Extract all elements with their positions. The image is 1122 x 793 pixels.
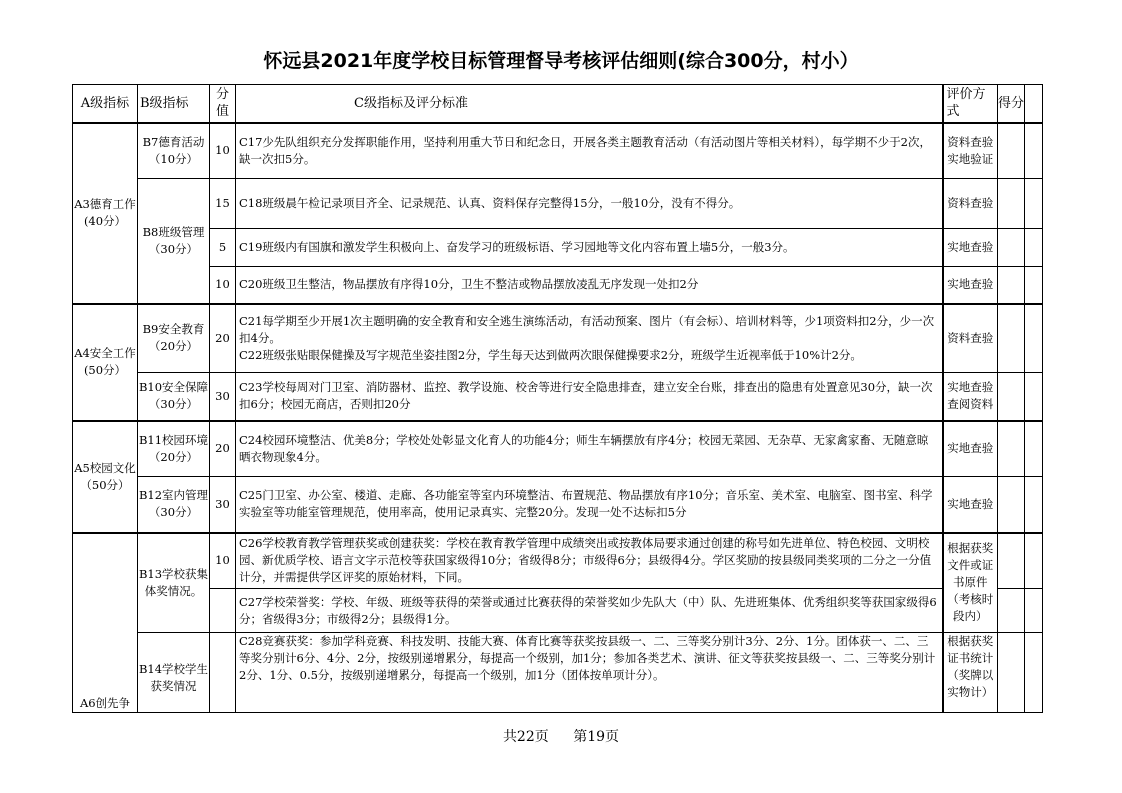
table-row — [73, 304, 1043, 373]
score-cell: 30 — [210, 373, 236, 421]
a-level-cell: A5校园文化（50分） — [73, 421, 138, 533]
b-level-cell: B13学校获集体奖情况。 — [138, 533, 210, 633]
header-b-level: B级指标 — [138, 85, 210, 123]
table-row — [73, 533, 1043, 589]
table-row — [73, 589, 1043, 633]
method-cell: 资料查验 — [943, 304, 998, 373]
score-blank — [998, 304, 1025, 373]
header-c-level: C级指标及评分标准 — [236, 85, 943, 123]
c-level-cell: C25门卫室、办公室、楼道、走廊、各功能室等室内环境整洁、布置规范、物品摆放有序10分；音乐室、美术室、电脑室、图书室、科学实验室等功能室管理规范，使用率高，使用记录真实、完整20分。发现一处不达标扣5分 — [236, 477, 943, 533]
b-level-cell: B10安全保障（30分） — [138, 373, 210, 421]
table-viewport — [72, 84, 1043, 710]
page-footer — [0, 726, 1122, 746]
score-blank — [998, 373, 1025, 421]
method-cell: 实地查验查阅资料 — [943, 373, 998, 421]
header-row — [73, 85, 1043, 123]
a-level-cell: A4安全工作(50分） — [73, 304, 138, 421]
score-cell: 10 — [210, 533, 236, 589]
b-level-cell: B7德育活动（10分） — [138, 123, 210, 179]
score-blank — [998, 267, 1025, 304]
header-spacer — [1025, 85, 1043, 123]
total-pages: 共22页 — [502, 729, 549, 745]
score-cell: 10 — [210, 123, 236, 179]
score-blank — [998, 229, 1025, 267]
c-level-cell: C26学校教育教学管理获奖或创建获奖：学校在教育教学管理中成绩突出或按教体局要求通过创建的称号如先进单位、特色校园、文明校园、新优质学校、语言文字示范校等获国家级得10分；省级得8分；市级得6分；县级得4分。学区奖励的按县级同类奖项的二分之一分值计分，并需提供学区评奖的原始材料，下同。 — [236, 533, 943, 589]
c-level-cell: C27学校荣誉奖：学校、年级、班级等获得的荣誉或通过比赛获得的荣誉奖如少先队大（中）队、先进班集体、优秀组织奖等获国家级得6分；省级得3分；市级得2分；县级得1分。 — [236, 589, 943, 633]
table-row — [73, 179, 1043, 229]
b-level-cell: B14学校学生获奖情况 — [138, 633, 210, 713]
table-row — [73, 267, 1043, 304]
c-level-cell: C28竞赛获奖：参加学科竞赛、科技发明、技能大赛、体育比赛等获奖按县级一、二、三等奖分别计3分、2分、1分。团体获一、二、三等奖分别计6分、4分、2分，按级别递增累分，每提高一个级别，加1分；参加各类艺术、演讲、征文等获奖按县级一、二、三等奖分别计2分、1分、0.5分，按级别递增累分，每提高一个级别，加1分（团体按单项计分）。 — [236, 633, 943, 713]
score-cell: 30 — [210, 477, 236, 533]
score-blank — [998, 179, 1025, 229]
b-level-cell: B9安全教育（20分） — [138, 304, 210, 373]
header-score: 分值 — [210, 85, 236, 123]
score-blank — [998, 633, 1025, 713]
table-row — [73, 421, 1043, 477]
b-level-cell: B8班级管理（30分） — [138, 179, 210, 304]
current-page: 第19页 — [573, 729, 620, 745]
method-cell: 根据获奖文件或证书原件（考核时段内） — [943, 533, 998, 633]
score-blank — [998, 533, 1025, 589]
evaluation-table — [72, 84, 1043, 713]
score-blank — [998, 477, 1025, 533]
table-row — [73, 477, 1043, 533]
c-level-cell: C20班级卫生整洁，物品摆放有序得10分，卫生不整洁或物品摆放凌乱无序发现一处扣2分 — [236, 267, 943, 304]
method-cell: 资料查验实地验证 — [943, 123, 998, 179]
method-cell: 实地查验 — [943, 267, 998, 304]
table-row — [73, 229, 1043, 267]
c-level-cell: C19班级内有国旗和激发学生积极向上、奋发学习的班级标语、学习园地等文化内容布置上墙5分，一般3分。 — [236, 229, 943, 267]
table-row — [73, 633, 1043, 713]
c-level-cell: C23学校每周对门卫室、消防器材、监控、教学设施、校舍等进行安全隐患排查，建立安全台账，排查出的隐患有处置意见30分，缺一次扣6分；校园无商店，否则扣20分 — [236, 373, 943, 421]
method-cell: 资料查验 — [943, 179, 998, 229]
score-cell: 20 — [210, 304, 236, 373]
c-level-cell: C18班级晨午检记录项目齐全、记录规范、认真、资料保存完整得15分，一般10分，没有不得分。 — [236, 179, 943, 229]
page-title: 怀远县2021年度学校目标管理督导考核评估细则(综合300分，村小） — [263, 50, 859, 72]
header-got: 得分 — [998, 85, 1025, 123]
score-cell: 10 — [210, 267, 236, 304]
method-cell: 实地查验 — [943, 477, 998, 533]
score-cell: 15 — [210, 179, 236, 229]
score-cell: 20 — [210, 421, 236, 477]
score-cell — [210, 589, 236, 633]
method-cell: 实地查验 — [943, 421, 998, 477]
score-cell: 5 — [210, 229, 236, 267]
header-method: 评价方式 — [943, 85, 998, 123]
header-a-level: A级指标 — [73, 85, 138, 123]
c21-text: C21每学期至少开展1次主题明确的安全教育和安全逃生演练活动，有活动预案、图片（有会标）、培训材料等，少1项资料扣2分，少一次扣4分。 — [239, 313, 935, 345]
a-level-cell: A3德育工作(40分） — [73, 123, 138, 304]
score-cell — [210, 633, 236, 713]
c-level-cell: C24校园环境整洁、优美8分；学校处处彰显文化育人的功能4分；师生车辆摆放有序4分；校园无菜园、无杂草、无家禽家畜、无随意晾晒衣物现象4分。 — [236, 421, 943, 477]
table-row — [73, 123, 1043, 179]
score-blank — [998, 421, 1025, 477]
c-level-cell: C17少先队组织充分发挥职能作用，坚持利用重大节日和纪念日，开展各类主题教育活动（有活动图片等相关材料），每学期不少于2次，缺一次扣5分。 — [236, 123, 943, 179]
b-level-cell: B11校园环境（20分） — [138, 421, 210, 477]
table-row — [73, 373, 1043, 421]
c-level-cell — [236, 304, 943, 373]
c22-text: C22班级张贴眼保健操及写字规范坐姿挂图2分，学生每天达到做两次眼保健操要求2分，班级学生近视率低于10%计2分。 — [239, 347, 862, 362]
score-blank — [998, 123, 1025, 179]
method-cell: 实地查验 — [943, 229, 998, 267]
method-cell: 根据获奖证书统计（奖牌以实物计） — [943, 633, 998, 713]
a-level-cell: A6创先争 — [73, 533, 138, 713]
score-blank — [998, 589, 1025, 633]
b-level-cell: B12室内管理（30分） — [138, 477, 210, 533]
